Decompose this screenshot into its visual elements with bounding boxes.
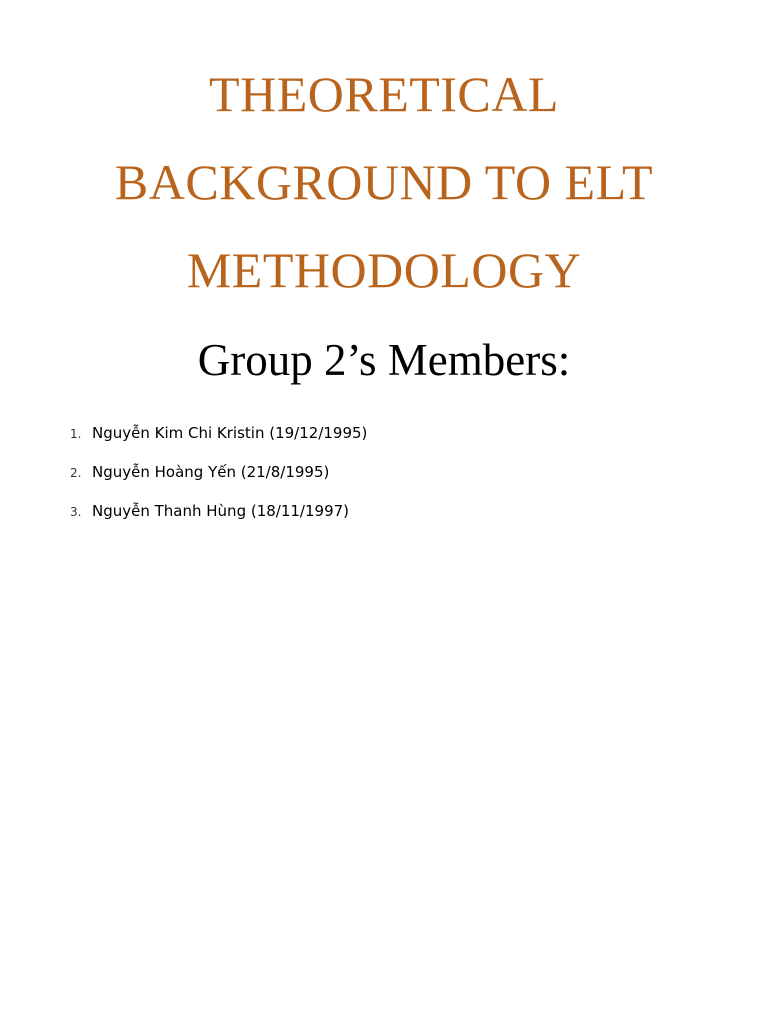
title-line-2: BACKGROUND TO ELT bbox=[114, 154, 654, 210]
list-item-text: Nguyễn Thanh Hùng (18/11/1997) bbox=[92, 502, 350, 520]
title-line-3: METHODOLOGY bbox=[186, 242, 582, 298]
members-heading: Group 2’s Members: bbox=[197, 335, 571, 385]
title-line-1: THEORETICAL bbox=[209, 66, 559, 122]
list-item bbox=[70, 424, 367, 463]
list-item bbox=[70, 463, 367, 502]
document-title bbox=[40, 50, 728, 314]
list-item bbox=[70, 502, 367, 541]
list-item-text: Nguyễn Hoàng Yến (21/8/1995) bbox=[92, 463, 330, 481]
list-item-number: 2. bbox=[70, 466, 82, 480]
list-item-text: Nguyễn Kim Chi Kristin (19/12/1995) bbox=[92, 424, 368, 442]
list-item-number: 1. bbox=[70, 427, 82, 441]
list-item-number: 3. bbox=[70, 505, 82, 519]
members-list bbox=[70, 424, 367, 541]
